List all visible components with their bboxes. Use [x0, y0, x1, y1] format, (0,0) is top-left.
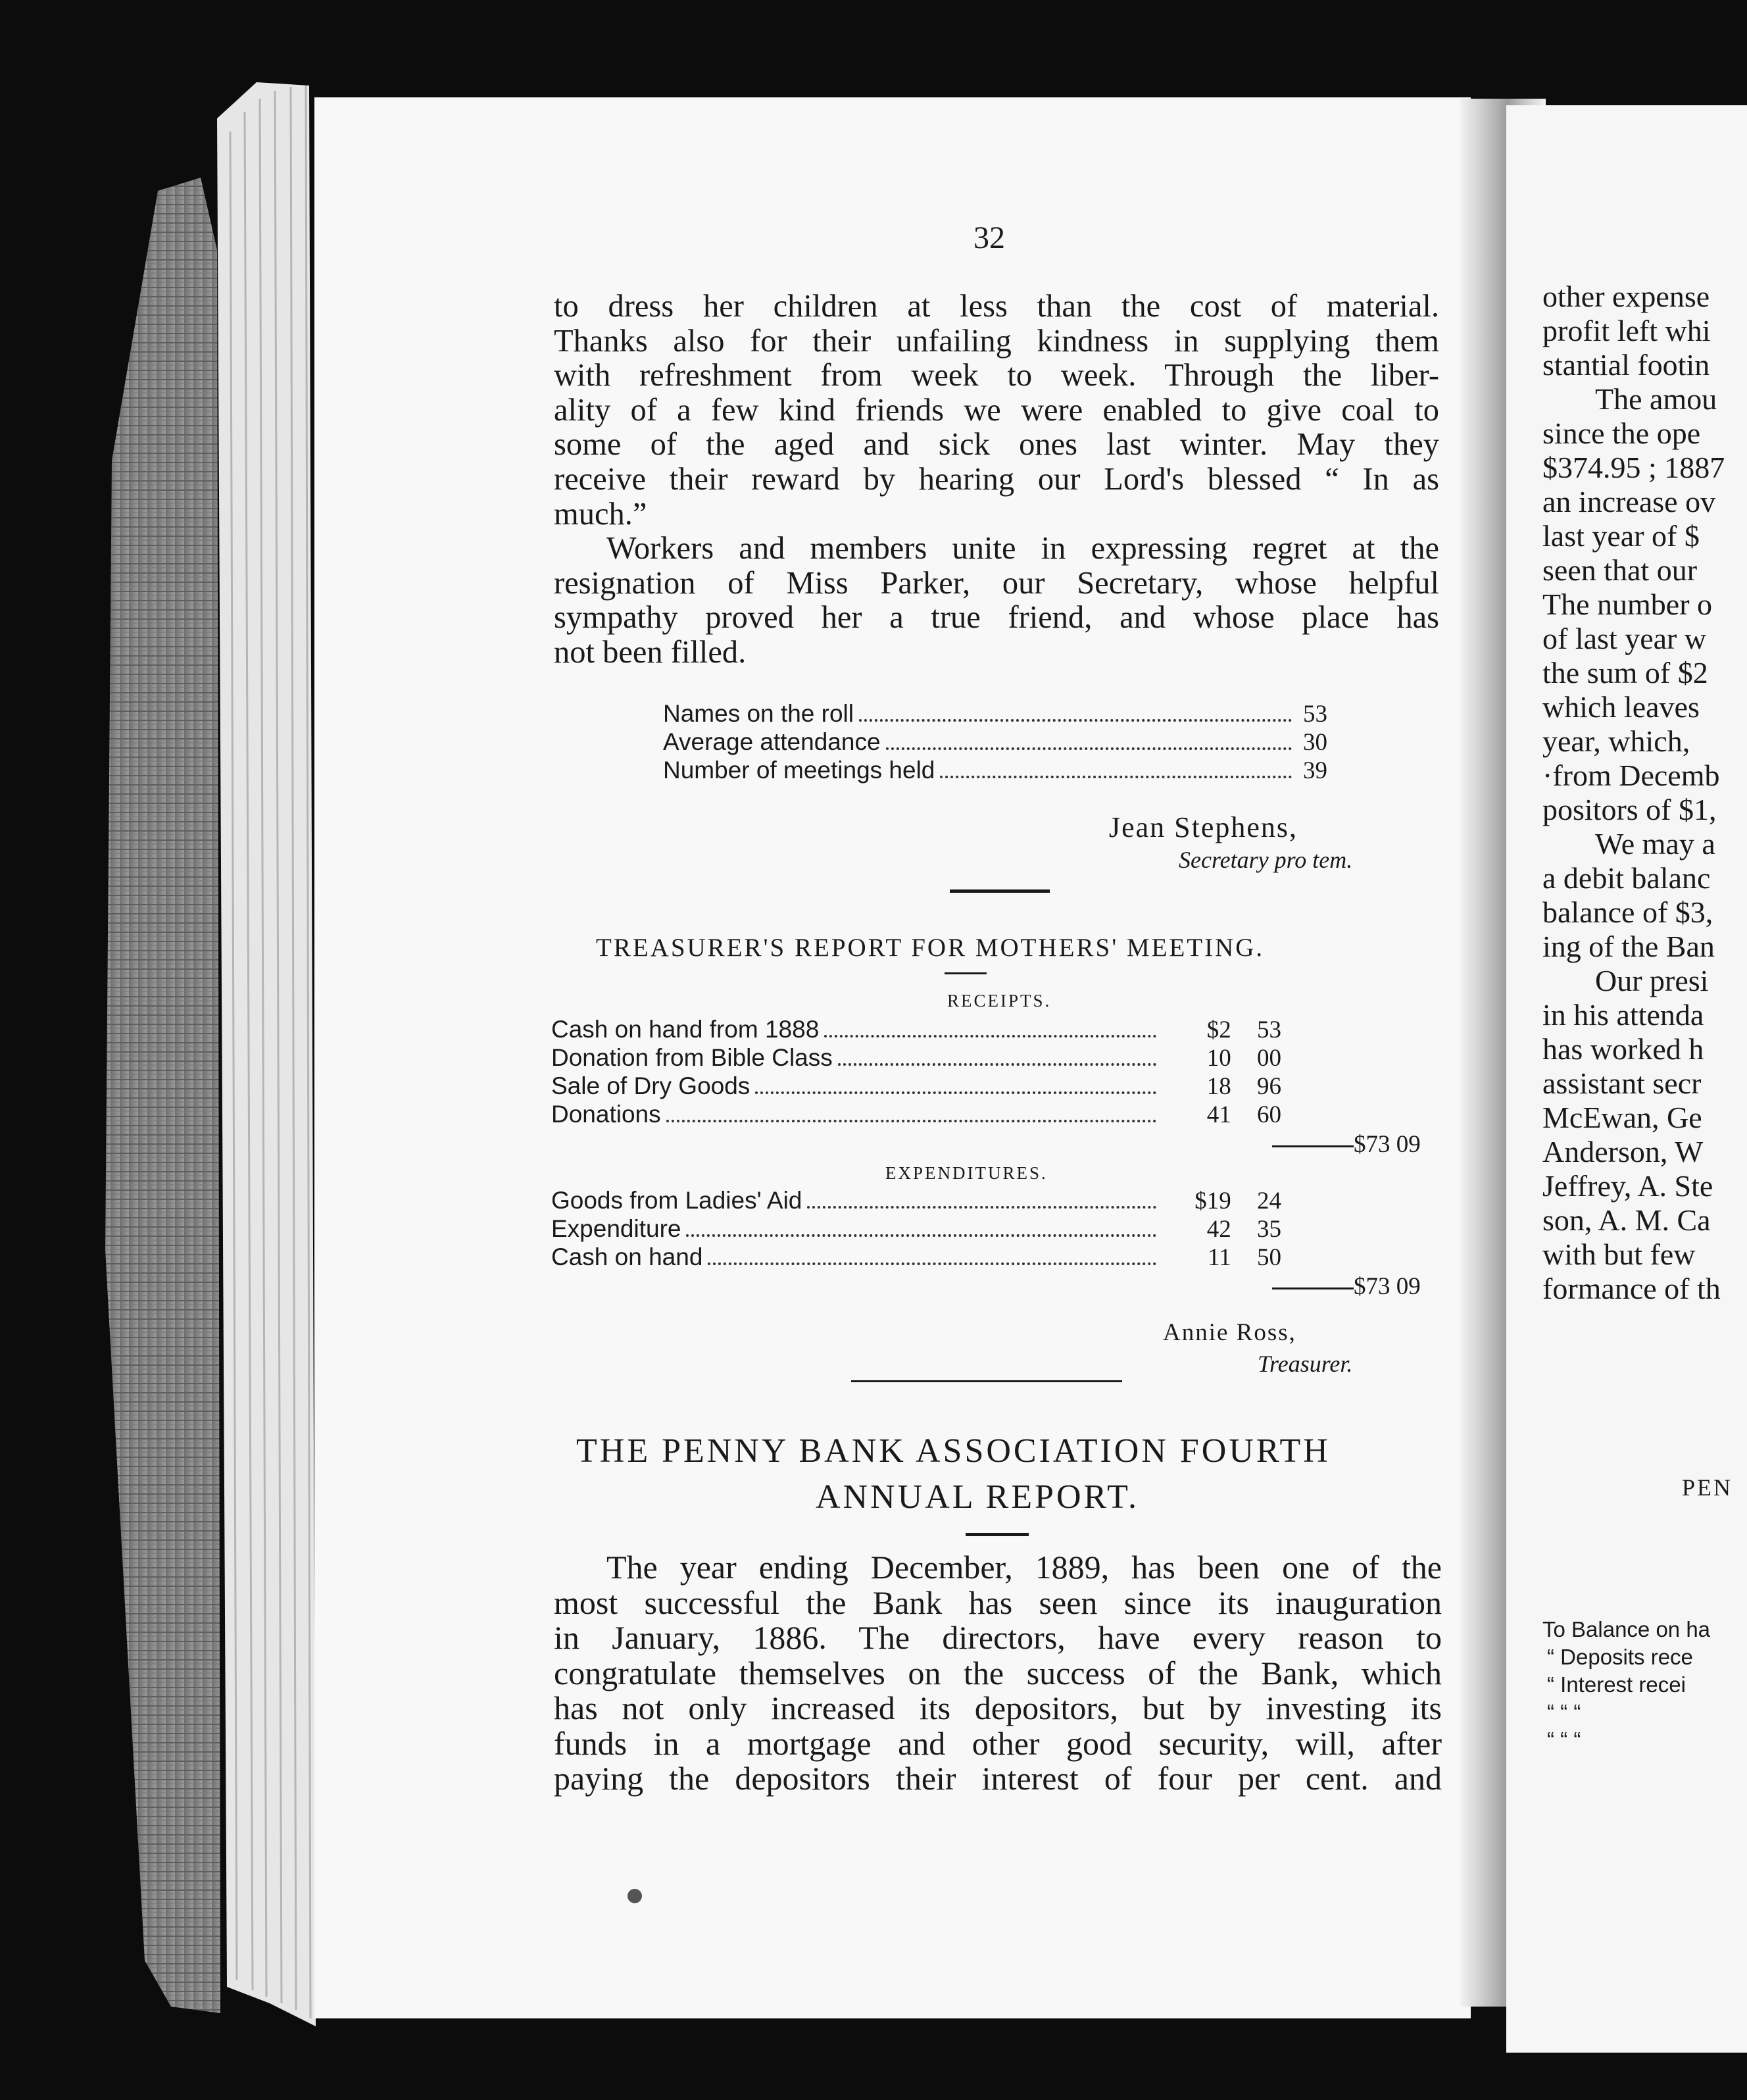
- page-number: 32: [973, 220, 1005, 255]
- right-text-line: an increase ov: [1542, 485, 1716, 518]
- text-line: The year ending December, 1889, has been one of the: [606, 1549, 1442, 1586]
- secretary-role: Secretary pro tem.: [1179, 847, 1353, 873]
- right-text-line: formance of th: [1542, 1272, 1721, 1305]
- text-line: sympathy proved her a true friend, and whose place has: [554, 600, 1439, 636]
- right-text-line: Anderson, W: [1542, 1135, 1704, 1168]
- receipt-cents: 53: [1257, 1016, 1281, 1043]
- right-text-line: since the ope: [1542, 416, 1701, 450]
- receipt-cents: 60: [1257, 1101, 1281, 1128]
- right-text-line: has worked h: [1542, 1032, 1704, 1066]
- expenditure-label: Cash on hand: [551, 1243, 703, 1270]
- receipt-dollars: 18: [1206, 1073, 1231, 1100]
- right-text-line: assistant secr: [1542, 1066, 1702, 1100]
- text-line: paying the depositors their interest of four per cent. and: [554, 1760, 1442, 1797]
- expenditure-dollars: 11: [1208, 1244, 1231, 1271]
- right-text-line: year, which,: [1542, 724, 1690, 758]
- right-text-line: seen that our: [1542, 553, 1698, 587]
- right-text-line: the sum of $2: [1542, 656, 1708, 689]
- right-text-line: stantial footin: [1542, 348, 1710, 382]
- right-text-line: last year of $: [1542, 519, 1700, 553]
- text-line: Thanks also for their unfailing kindness in supplying them: [554, 323, 1439, 359]
- right-account-line: “ “ “: [1547, 1728, 1581, 1752]
- right-text-line: profit left whi: [1542, 314, 1711, 347]
- right-text-line: Jeffrey, A. Ste: [1542, 1169, 1713, 1203]
- expenditure-cents: 50: [1257, 1244, 1281, 1271]
- treasurer-role: Treasurer.: [1258, 1351, 1353, 1377]
- expenditure-dollars: $19: [1194, 1188, 1231, 1214]
- right-account-line: To Balance on ha: [1542, 1617, 1711, 1641]
- receipt-label: Donation from Bible Class: [551, 1044, 833, 1071]
- receipt-dollars: $2: [1206, 1016, 1231, 1043]
- text-line: has not only increased its depositors, but by investing its: [554, 1689, 1442, 1726]
- text-line: some of the aged and sick ones last winter. May they: [554, 427, 1439, 463]
- receipts-heading: RECEIPTS.: [947, 991, 1052, 1011]
- right-text-line: balance of $3,: [1542, 895, 1713, 929]
- receipt-label: Cash on hand from 1888: [551, 1016, 820, 1043]
- right-text-line: other expense: [1542, 280, 1710, 313]
- text-line: ality of a few kind friends we were enabled to give coal to: [554, 392, 1439, 428]
- right-text-line: We may a: [1595, 827, 1715, 861]
- text-line: in January, 1886. The directors, have every reason to: [554, 1619, 1442, 1656]
- right-text-line: positors of $1,: [1542, 793, 1717, 826]
- stat-label: Average attendance: [663, 728, 881, 755]
- expenditure-dollars: 42: [1206, 1216, 1231, 1243]
- penny-bank-title-line2: ANNUAL REPORT.: [816, 1478, 1139, 1516]
- stat-value: 30: [1303, 729, 1327, 756]
- right-text-line: a debit balanc: [1542, 861, 1711, 895]
- right-text-line: ·from Decemb: [1542, 759, 1720, 792]
- expenditure-label: Expenditure: [551, 1215, 681, 1242]
- stat-value: 39: [1303, 757, 1327, 784]
- receipt-dollars: 10: [1206, 1045, 1231, 1072]
- receipt-dollars: 41: [1206, 1101, 1231, 1128]
- text-line: not been filled.: [554, 634, 747, 670]
- expenditure-cents: 35: [1257, 1216, 1281, 1243]
- right-account-line: “ Interest recei: [1547, 1672, 1686, 1697]
- receipt-label: Donations: [551, 1101, 661, 1128]
- expenditures-heading: EXPENDITURES.: [885, 1163, 1048, 1183]
- stat-value: 53: [1303, 701, 1327, 728]
- stat-label: Number of meetings held: [663, 757, 935, 784]
- receipts-total-value: $73 09: [1354, 1131, 1421, 1158]
- stat-label: Names on the roll: [663, 700, 854, 727]
- text-line: congratulate themselves on the success of the Bank, which: [554, 1654, 1442, 1691]
- receipt-cents: 00: [1257, 1045, 1281, 1072]
- treasurer-report-heading: TREASURER'S REPORT FOR MOTHERS' MEETING.: [596, 934, 1265, 962]
- expenditure-cents: 24: [1257, 1188, 1281, 1214]
- expenditures-total-value: $73 09: [1354, 1273, 1421, 1300]
- receipt-label: Sale of Dry Goods: [551, 1072, 750, 1099]
- right-text-line: ing of the Ban: [1542, 930, 1715, 963]
- text-line: resignation of Miss Parker, our Secretary, whose helpful: [554, 565, 1439, 601]
- text-line: receive their reward by hearing our Lord's blessed “ In as: [554, 461, 1439, 497]
- text-line: to dress her children at less than the cost of material.: [554, 289, 1439, 324]
- right-text-line: $374.95 ; 1887: [1542, 451, 1725, 484]
- text-line: most successful the Bank has seen since its inauguration: [554, 1584, 1442, 1621]
- right-partial-heading: PEN: [1682, 1474, 1733, 1501]
- penny-bank-title-line1: THE PENNY BANK ASSOCIATION FOURTH: [576, 1432, 1331, 1470]
- text-line: with refreshment from week to week. Through the liber-: [554, 358, 1439, 393]
- secretary-name: Jean Stephens,: [1109, 811, 1298, 843]
- right-account-line: “ Deposits rece: [1547, 1645, 1693, 1669]
- right-text-line: The number o: [1542, 588, 1713, 621]
- receipt-cents: 96: [1257, 1073, 1281, 1100]
- treasurer-name: Annie Ross,: [1163, 1319, 1296, 1346]
- right-text-line: son, A. M. Ca: [1542, 1203, 1711, 1237]
- right-text-line: in his attenda: [1542, 998, 1704, 1032]
- right-text-line: of last year w: [1542, 622, 1707, 655]
- right-text-line: which leaves: [1542, 690, 1700, 724]
- expenditure-label: Goods from Ladies' Aid: [551, 1187, 802, 1214]
- right-text-line: The amou: [1595, 382, 1717, 416]
- text-line: much.”: [554, 496, 647, 532]
- right-text-line: McEwan, Ge: [1542, 1101, 1702, 1134]
- text-line: funds in a mortgage and other good security, will, after: [554, 1724, 1442, 1762]
- right-text-line: with but few: [1542, 1238, 1696, 1271]
- right-account-line: “ “ “: [1547, 1700, 1581, 1724]
- right-text-line: Our presi: [1595, 964, 1709, 997]
- text-line: Workers and members unite in expressing regret at the: [606, 531, 1439, 566]
